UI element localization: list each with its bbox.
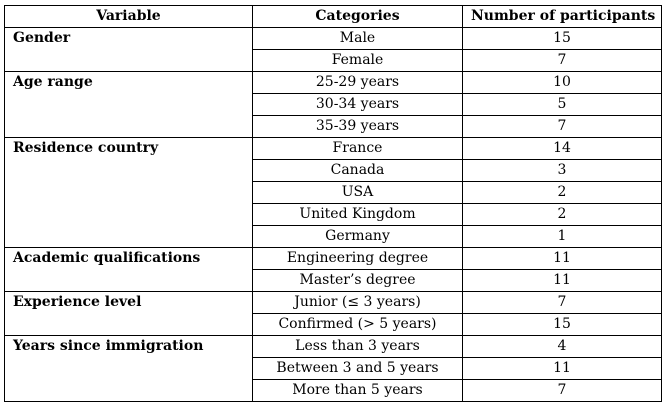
variable-cell: Gender [5, 28, 253, 72]
table-row [5, 292, 662, 314]
count-cell: 3 [463, 160, 662, 182]
count-cell: 14 [463, 138, 662, 160]
count-cell: 11 [463, 358, 662, 380]
variable-cell: Residence country [5, 138, 253, 248]
category-cell: USA [253, 182, 463, 204]
table-row [5, 138, 662, 160]
category-cell: United Kingdom [253, 204, 463, 226]
count-cell: 7 [463, 116, 662, 138]
participants-table [4, 5, 662, 402]
table-row [5, 72, 662, 94]
count-cell: 15 [463, 314, 662, 336]
variable-cell: Age range [5, 72, 253, 138]
header-categories: Categories [253, 6, 463, 28]
count-cell: 10 [463, 72, 662, 94]
header-participants: Number of participants [463, 6, 662, 28]
count-cell: 7 [463, 50, 662, 72]
category-cell: 25-29 years [253, 72, 463, 94]
count-cell: 1 [463, 226, 662, 248]
category-cell: Between 3 and 5 years [253, 358, 463, 380]
category-cell: 35-39 years [253, 116, 463, 138]
variable-cell: Experience level [5, 292, 253, 336]
table-row [5, 336, 662, 358]
variable-cell: Years since immigration [5, 336, 253, 402]
count-cell: 5 [463, 94, 662, 116]
category-cell: Male [253, 28, 463, 50]
count-cell: 15 [463, 28, 662, 50]
count-cell: 11 [463, 248, 662, 270]
category-cell: Junior (≤ 3 years) [253, 292, 463, 314]
count-cell: 2 [463, 204, 662, 226]
table-row [5, 248, 662, 270]
header-row [5, 6, 662, 28]
count-cell: 11 [463, 270, 662, 292]
table-row [5, 28, 662, 50]
category-cell: Germany [253, 226, 463, 248]
category-cell: Female [253, 50, 463, 72]
variable-cell: Academic qualifications [5, 248, 253, 292]
category-cell: Canada [253, 160, 463, 182]
category-cell: More than 5 years [253, 380, 463, 402]
category-cell: 30-34 years [253, 94, 463, 116]
count-cell: 2 [463, 182, 662, 204]
category-cell: Less than 3 years [253, 336, 463, 358]
table-body [5, 28, 662, 402]
category-cell: Engineering degree [253, 248, 463, 270]
category-cell: Master’s degree [253, 270, 463, 292]
count-cell: 7 [463, 292, 662, 314]
count-cell: 4 [463, 336, 662, 358]
category-cell: Confirmed (> 5 years) [253, 314, 463, 336]
table-header [5, 6, 662, 28]
count-cell: 7 [463, 380, 662, 402]
header-variable: Variable [5, 6, 253, 28]
category-cell: France [253, 138, 463, 160]
